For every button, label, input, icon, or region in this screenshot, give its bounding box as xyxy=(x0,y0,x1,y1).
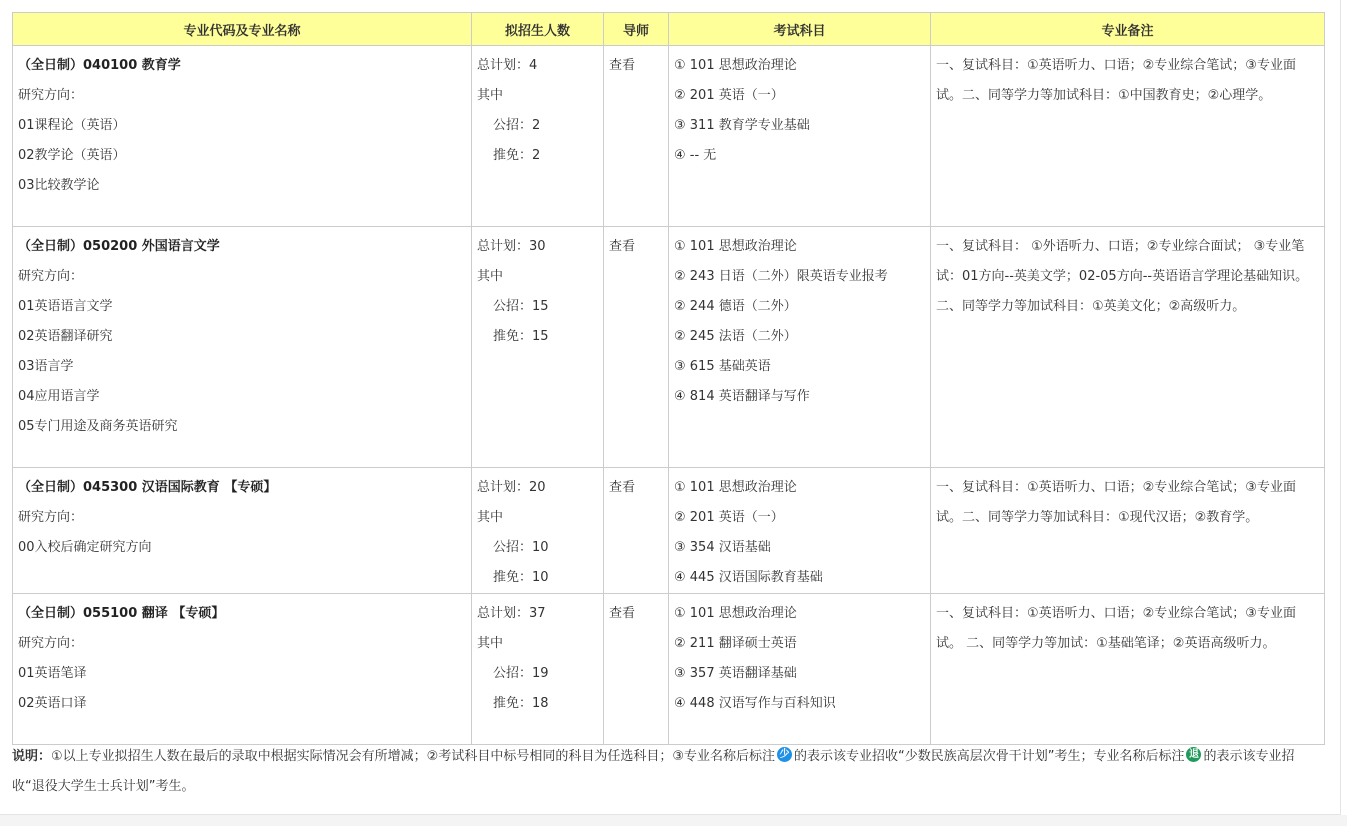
subject-item: ③ 615 基础英语 xyxy=(674,359,771,374)
view-tutor-link[interactable]: 查看 xyxy=(609,239,636,254)
direction-item: 05专门用途及商务英语研究 xyxy=(18,419,178,434)
tutor-cell xyxy=(604,468,669,594)
direction-item: 01英语语言文学 xyxy=(18,299,113,314)
subject-item: ② 201 英语（一） xyxy=(674,510,784,525)
subjects-cell xyxy=(669,468,931,594)
quota-open: 公招：19 xyxy=(493,666,549,681)
direction-item: 02教学论（英语） xyxy=(18,148,126,163)
direction-item: 01课程论（英语） xyxy=(18,118,126,133)
subject-item: ① 101 思想政治理论 xyxy=(674,480,797,495)
quota-cell xyxy=(472,468,604,594)
quota-among: 其中 xyxy=(477,269,504,284)
quota-exempt: 推免：15 xyxy=(493,329,549,344)
veteran-plan-badge-icon: 退 xyxy=(1186,747,1201,762)
quota-open: 公招：15 xyxy=(493,299,549,314)
direction-label: 研究方向： xyxy=(18,510,84,525)
footnote xyxy=(12,742,1322,802)
major-remark: 一、复试科目： ①外语听力、口语；②专业综合面试； ③专业笔试：01方向--英美文学；02-05方向--英语语言学理论基础知识。二、同等学力等加试科目：①英美文化；②高级听力。 xyxy=(936,239,1309,314)
quota-among: 其中 xyxy=(477,510,504,525)
quota-total: 总计划：37 xyxy=(477,606,546,621)
quota-exempt: 推免：2 xyxy=(493,148,541,163)
bottom-strip xyxy=(0,815,1347,826)
subject-item: ④ 448 汉语写作与百科知识 xyxy=(674,696,836,711)
subject-item: ④ 445 汉语国际教育基础 xyxy=(674,570,823,585)
subject-item: ② 211 翻译硕士英语 xyxy=(674,636,797,651)
major-title: （全日制）050200 外国语言文学 xyxy=(18,239,220,254)
table-row xyxy=(13,468,1325,594)
major-title: （全日制）040100 教育学 xyxy=(18,58,181,73)
subjects-cell xyxy=(669,227,931,468)
minority-plan-badge-icon: 少 xyxy=(777,747,792,762)
direction-item: 01英语笔译 xyxy=(18,666,87,681)
major-remark: 一、复试科目：①英语听力、口语；②专业综合笔试；③专业面试。二、同等学力等加试科目：①中国教育史；②心理学。 xyxy=(936,58,1296,103)
view-tutor-link[interactable]: 查看 xyxy=(609,606,636,621)
subject-item: ④ 814 英语翻译与写作 xyxy=(674,389,810,404)
header-subjects: 考试科目 xyxy=(669,13,931,46)
quota-cell xyxy=(472,46,604,227)
footnote-text-3: 的表示该专业招收“退役大学生士兵计划”考生。 xyxy=(12,749,1295,794)
subject-item: ② 243 日语（二外）限英语专业报考 xyxy=(674,269,888,284)
header-remark: 专业备注 xyxy=(931,13,1325,46)
quota-cell xyxy=(472,227,604,468)
subjects-cell xyxy=(669,594,931,745)
quota-among: 其中 xyxy=(477,88,504,103)
subject-item: ③ 354 汉语基础 xyxy=(674,540,771,555)
remark-cell xyxy=(931,227,1325,468)
view-tutor-link[interactable]: 查看 xyxy=(609,480,636,495)
direction-item: 00入校后确定研究方向 xyxy=(18,540,152,555)
remark-cell xyxy=(931,468,1325,594)
major-title: （全日制）055100 翻译 【专硕】 xyxy=(18,606,225,621)
subject-item: ② 201 英语（一） xyxy=(674,88,784,103)
remark-cell xyxy=(931,46,1325,227)
tutor-cell xyxy=(604,46,669,227)
remark-cell xyxy=(931,594,1325,745)
quota-open: 公招：10 xyxy=(493,540,549,555)
major-name-cell xyxy=(13,594,472,745)
table-row xyxy=(13,227,1325,468)
header-tutor: 导师 xyxy=(604,13,669,46)
major-title: （全日制）045300 汉语国际教育 【专硕】 xyxy=(18,480,277,495)
footnote-text-1: ①以上专业拟招生人数在最后的录取中根据实际情况会有所增减；②考试科目中标号相同的科目为任选科目；③专业名称后标注 xyxy=(51,749,775,764)
view-tutor-link[interactable]: 查看 xyxy=(609,58,636,73)
subject-item: ① 101 思想政治理论 xyxy=(674,58,797,73)
subject-item: ③ 311 教育学专业基础 xyxy=(674,118,810,133)
subject-item: ④ -- 无 xyxy=(674,148,717,163)
subject-item: ② 244 德语（二外） xyxy=(674,299,797,314)
direction-item: 02英语翻译研究 xyxy=(18,329,113,344)
tutor-cell xyxy=(604,227,669,468)
direction-label: 研究方向： xyxy=(18,636,84,651)
direction-item: 03比较教学论 xyxy=(18,178,100,193)
quota-total: 总计划：30 xyxy=(477,239,546,254)
quota-exempt: 推免：10 xyxy=(493,570,549,585)
major-remark: 一、复试科目：①英语听力、口语；②专业综合笔试；③专业面试。 二、同等学力等加试：①基础笔译；②英语高级听力。 xyxy=(936,606,1296,651)
tutor-cell xyxy=(604,594,669,745)
quota-among: 其中 xyxy=(477,636,504,651)
direction-label: 研究方向： xyxy=(18,88,84,103)
table-header-row xyxy=(13,13,1325,46)
direction-label: 研究方向： xyxy=(18,269,84,284)
quota-cell xyxy=(472,594,604,745)
footnote-label: 说明： xyxy=(12,749,52,764)
header-quota: 拟招生人数 xyxy=(472,13,604,46)
major-name-cell xyxy=(13,468,472,594)
direction-item: 04应用语言学 xyxy=(18,389,100,404)
subjects-cell xyxy=(669,46,931,227)
table-row xyxy=(13,46,1325,227)
major-remark: 一、复试科目：①英语听力、口语；②专业综合笔试；③专业面试。二、同等学力等加试科目：①现代汉语；②教育学。 xyxy=(936,480,1296,525)
major-name-cell xyxy=(13,227,472,468)
direction-item: 03语言学 xyxy=(18,359,74,374)
subject-item: ① 101 思想政治理论 xyxy=(674,606,797,621)
direction-item: 02英语口译 xyxy=(18,696,87,711)
quota-total: 总计划：4 xyxy=(477,58,538,73)
table-row xyxy=(13,594,1325,745)
subject-item: ② 245 法语（二外） xyxy=(674,329,797,344)
subject-item: ① 101 思想政治理论 xyxy=(674,239,797,254)
footnote-text-2: 的表示该专业招收“少数民族高层次骨干计划”考生；专业名称后标注 xyxy=(793,749,1185,764)
subject-item: ③ 357 英语翻译基础 xyxy=(674,666,797,681)
quota-exempt: 推免：18 xyxy=(493,696,549,711)
major-name-cell xyxy=(13,46,472,227)
quota-total: 总计划：20 xyxy=(477,480,546,495)
quota-open: 公招：2 xyxy=(493,118,541,133)
majors-table xyxy=(12,12,1325,745)
header-name: 专业代码及专业名称 xyxy=(13,13,472,46)
